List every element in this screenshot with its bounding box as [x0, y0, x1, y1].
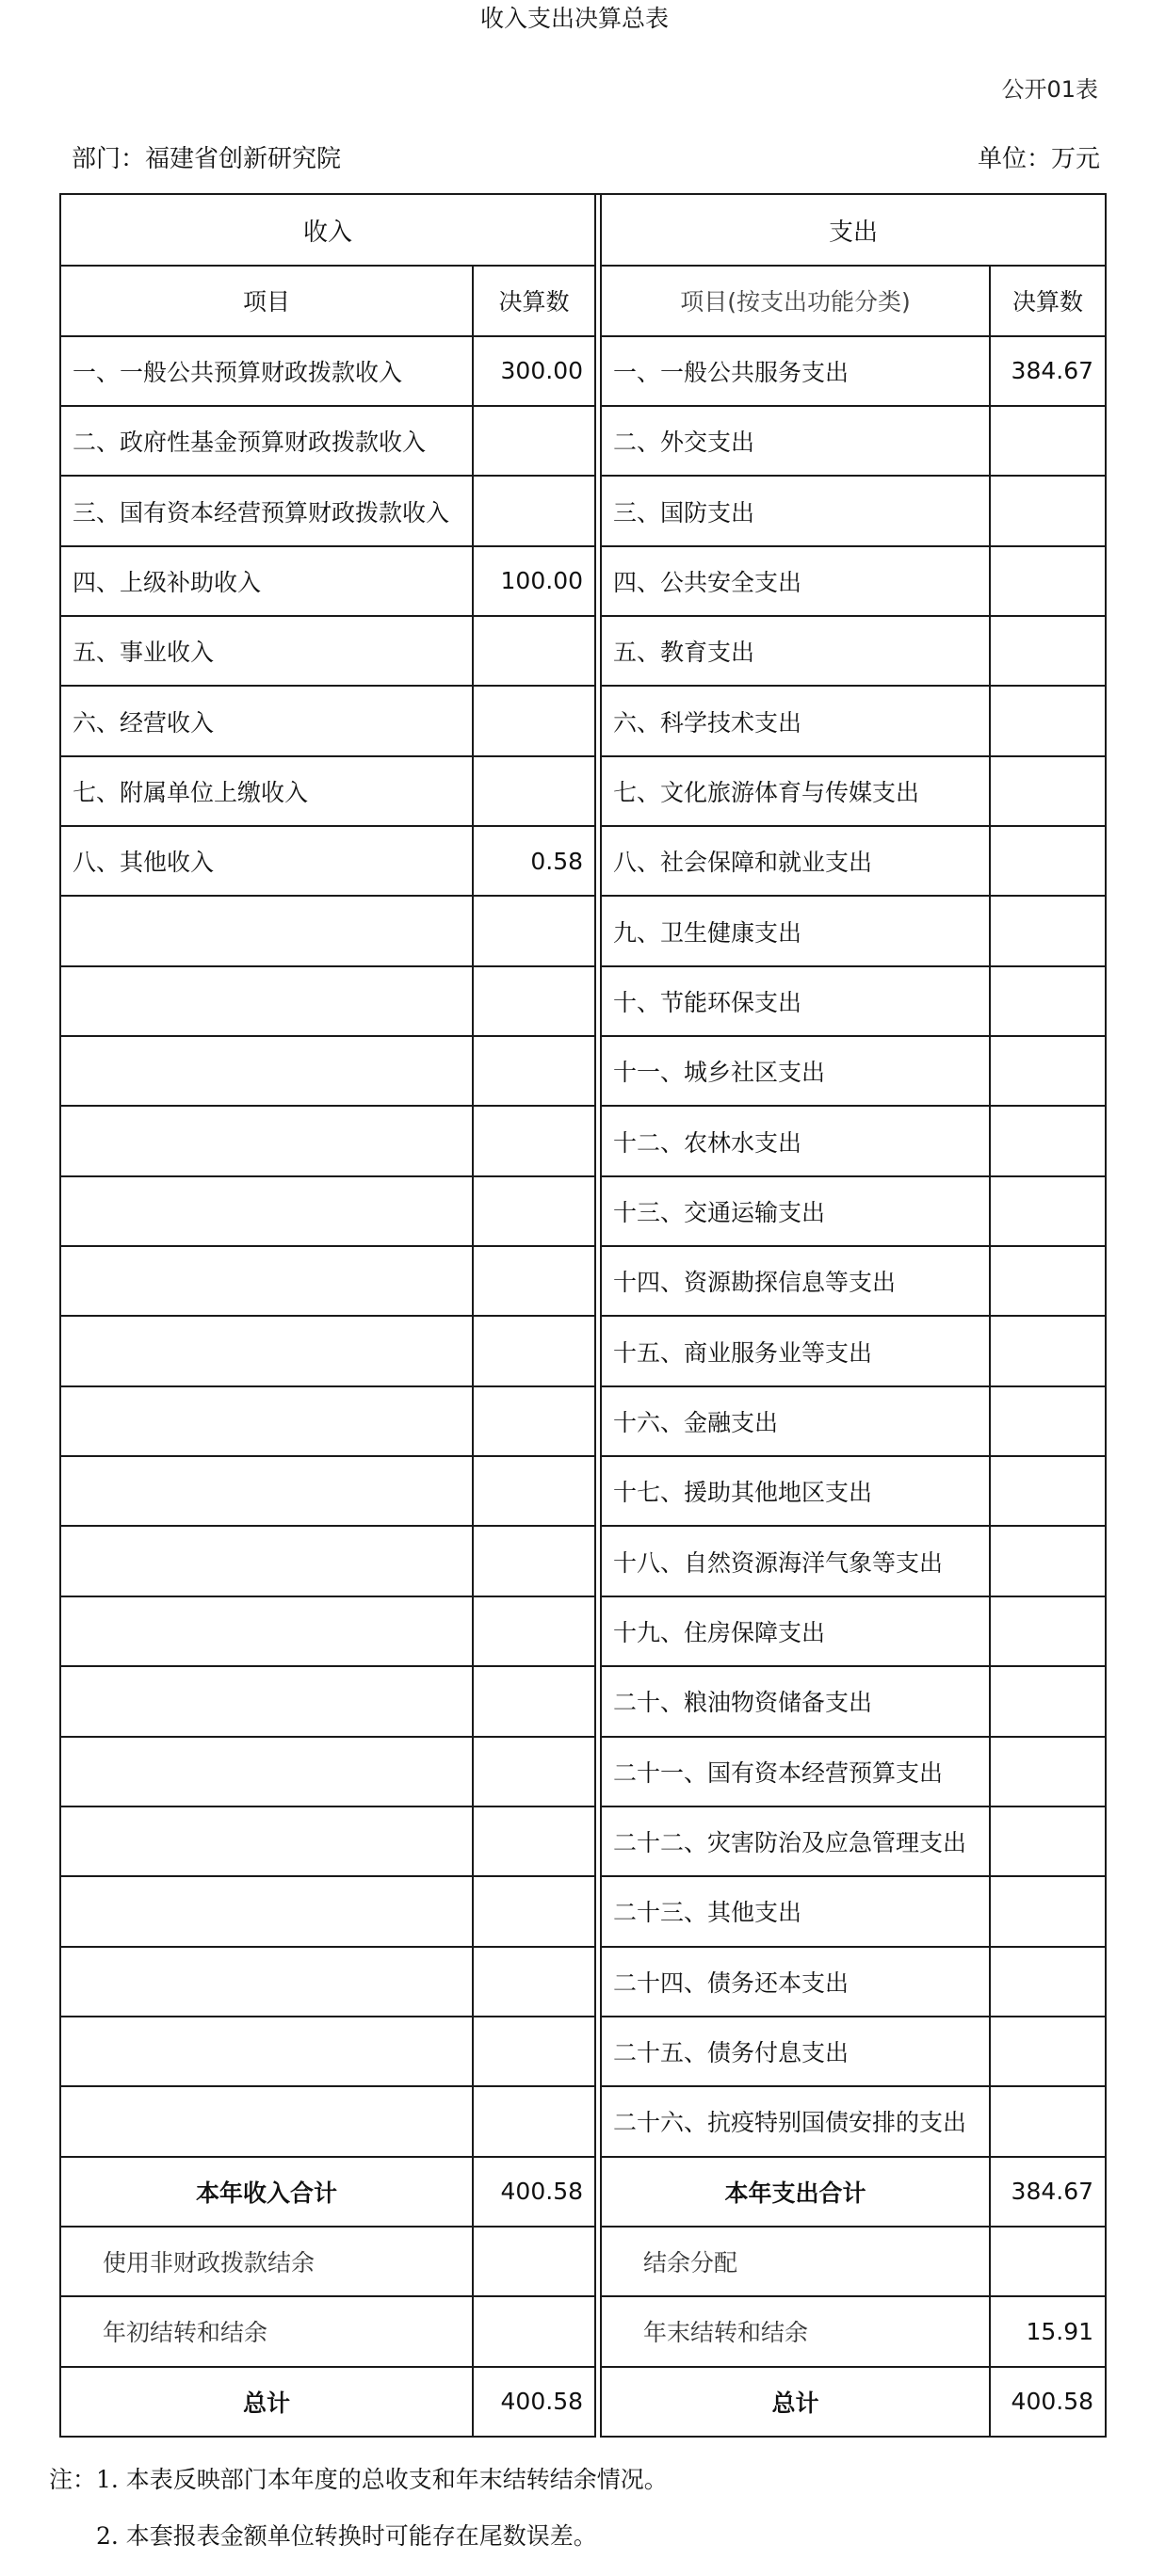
expense-item-header: 项目(按支出功能分类)	[601, 266, 990, 335]
income-item-label	[60, 1666, 473, 1736]
income-item-label	[60, 1036, 473, 1106]
income-item-label: 二、政府性基金预算财政拨款收入	[60, 406, 473, 476]
income-item-value	[473, 1316, 595, 1385]
note-1: 注：1. 本表反映部门本年度的总收支和年末结转结余情况。	[49, 2466, 668, 2493]
expense-item-label: 十二、农林水支出	[601, 1106, 990, 1175]
expense-header: 支出	[601, 194, 1106, 266]
income-item-label	[60, 2017, 473, 2086]
income-amount-header: 决算数	[473, 266, 595, 335]
grand-income-label: 总计	[60, 2367, 473, 2437]
income-item-value	[473, 1386, 595, 1456]
expense-item-value	[990, 616, 1106, 686]
expense-item-value	[990, 1246, 1106, 1316]
grand-income-value: 400.58	[473, 2367, 595, 2437]
table-row	[60, 1876, 1106, 1946]
income-item-label: 七、附属单位上缴收入	[60, 756, 473, 826]
income-item-value	[473, 1666, 595, 1736]
expense-item-value	[990, 1666, 1106, 1736]
expense-item-value	[990, 1806, 1106, 1876]
table-row	[60, 1456, 1106, 1526]
expense-item-label: 十五、商业服务业等支出	[601, 1316, 990, 1385]
expense-item-label: 一、一般公共服务支出	[601, 336, 990, 406]
income-item-label	[60, 1526, 473, 1596]
income-item-value: 100.00	[473, 546, 595, 616]
expense-item-value: 384.67	[990, 336, 1106, 406]
table-row	[60, 1106, 1106, 1175]
income-item-value	[473, 686, 595, 755]
expense-item-value	[990, 826, 1106, 896]
table-row	[60, 616, 1106, 686]
income-item-label	[60, 1947, 473, 2017]
income-item-value	[473, 2086, 595, 2156]
expense-item-label: 十四、资源勘探信息等支出	[601, 1246, 990, 1316]
expense-item-label: 二十二、灾害防治及应急管理支出	[601, 1806, 990, 1876]
income-item-value	[473, 896, 595, 965]
expense-item-label: 十六、金融支出	[601, 1386, 990, 1456]
expense-item-value	[990, 1316, 1106, 1385]
expense-item-value	[990, 756, 1106, 826]
table-row	[60, 1596, 1106, 1666]
table-row	[60, 2017, 1106, 2086]
table-row	[60, 1806, 1106, 1876]
expense-item-label: 二十、粮油物资储备支出	[601, 1666, 990, 1736]
income-item-value	[473, 476, 595, 545]
begin-carryover-value	[473, 2296, 595, 2366]
expense-item-value	[990, 1386, 1106, 1456]
income-header: 收入	[60, 194, 595, 266]
table-row	[60, 1947, 1106, 2017]
income-item-value	[473, 1596, 595, 1666]
table-row	[60, 1526, 1106, 1596]
expense-item-label: 二十三、其他支出	[601, 1876, 990, 1946]
expense-item-value	[990, 1036, 1106, 1106]
expense-item-label: 八、社会保障和就业支出	[601, 826, 990, 896]
expense-item-label: 十、节能环保支出	[601, 966, 990, 1036]
income-item-label: 三、国有资本经营预算财政拨款收入	[60, 476, 473, 545]
table-row	[60, 1176, 1106, 1246]
expense-item-value	[990, 406, 1106, 476]
table-row	[60, 2086, 1106, 2156]
income-item-value	[473, 1456, 595, 1526]
table-row	[60, 1737, 1106, 1806]
income-item-label	[60, 1596, 473, 1666]
expense-item-value	[990, 1596, 1106, 1666]
income-item-label: 一、一般公共预算财政拨款收入	[60, 336, 473, 406]
expense-item-label: 三、国防支出	[601, 476, 990, 545]
column-header-row	[60, 266, 1106, 335]
income-item-label	[60, 1246, 473, 1316]
unit-label: 单位：万元	[977, 145, 1100, 173]
expense-item-value	[990, 546, 1106, 616]
income-item-value	[473, 1036, 595, 1106]
end-carryover-label: 年末结转和结余	[601, 2296, 990, 2366]
income-item-value	[473, 1806, 595, 1876]
expense-item-label: 二十六、抗疫特别国债安排的支出	[601, 2086, 990, 2156]
table-row	[60, 476, 1106, 545]
expense-item-label: 四、公共安全支出	[601, 546, 990, 616]
expense-item-value	[990, 896, 1106, 965]
income-item-label	[60, 1876, 473, 1946]
expense-item-label: 十八、自然资源海洋气象等支出	[601, 1526, 990, 1596]
expense-item-label: 十一、城乡社区支出	[601, 1036, 990, 1106]
income-item-label	[60, 1176, 473, 1246]
section-header-row	[60, 194, 1106, 266]
income-item-header: 项目	[60, 266, 473, 335]
income-item-value: 300.00	[473, 336, 595, 406]
table-row	[60, 336, 1106, 406]
income-expense-table	[59, 193, 1107, 2438]
expense-item-value	[990, 2086, 1106, 2156]
expense-item-value	[990, 1947, 1106, 2017]
non-fiscal-value	[473, 2227, 595, 2296]
income-item-value	[473, 1176, 595, 1246]
expense-year-total-label: 本年支出合计	[601, 2157, 990, 2227]
expense-item-value	[990, 1456, 1106, 1526]
expense-item-value	[990, 966, 1106, 1036]
income-item-value	[473, 1526, 595, 1596]
table-row	[60, 1246, 1106, 1316]
expense-item-value	[990, 1876, 1106, 1946]
income-item-value	[473, 1947, 595, 2017]
income-item-label	[60, 1316, 473, 1385]
expense-item-label: 二十一、国有资本经营预算支出	[601, 1737, 990, 1806]
income-item-label	[60, 1737, 473, 1806]
income-item-label	[60, 966, 473, 1036]
income-item-label: 五、事业收入	[60, 616, 473, 686]
expense-amount-header: 决算数	[990, 266, 1106, 335]
expense-item-label: 十七、援助其他地区支出	[601, 1456, 990, 1526]
income-item-value	[473, 756, 595, 826]
table-code: 公开01表	[1001, 76, 1098, 103]
income-item-label	[60, 1456, 473, 1526]
income-item-value	[473, 1876, 595, 1946]
expense-item-label: 十三、交通运输支出	[601, 1176, 990, 1246]
department-label: 部门：福建省创新研究院	[72, 145, 342, 173]
income-item-label	[60, 1106, 473, 1175]
expense-item-value	[990, 686, 1106, 755]
table-row	[60, 546, 1106, 616]
income-item-value	[473, 616, 595, 686]
income-item-label	[60, 1386, 473, 1456]
end-carryover-value: 15.91	[990, 2296, 1106, 2366]
year-total-row	[60, 2157, 1106, 2227]
non-fiscal-row	[60, 2227, 1106, 2296]
income-item-value: 0.58	[473, 826, 595, 896]
note-2: 2. 本套报表金额单位转换时可能存在尾数误差。	[96, 2522, 597, 2550]
expense-item-value	[990, 2017, 1106, 2086]
income-item-label: 四、上级补助收入	[60, 546, 473, 616]
surplus-distribution-value	[990, 2227, 1106, 2296]
income-item-label: 六、经营收入	[60, 686, 473, 755]
page-title: 收入支出决算总表	[479, 5, 669, 32]
expense-item-label: 九、卫生健康支出	[601, 896, 990, 965]
income-item-value	[473, 1737, 595, 1806]
expense-item-value	[990, 1526, 1106, 1596]
expense-item-label: 二、外交支出	[601, 406, 990, 476]
expense-item-value	[990, 1737, 1106, 1806]
table-row	[60, 966, 1106, 1036]
table-row	[60, 896, 1106, 965]
expense-item-label: 五、教育支出	[601, 616, 990, 686]
expense-item-label: 六、科学技术支出	[601, 686, 990, 755]
expense-year-total-value: 384.67	[990, 2157, 1106, 2227]
begin-carryover-label: 年初结转和结余	[60, 2296, 473, 2366]
grand-total-row	[60, 2367, 1106, 2437]
expense-item-label: 二十四、债务还本支出	[601, 1947, 990, 2017]
income-item-label: 八、其他收入	[60, 826, 473, 896]
table-row	[60, 686, 1106, 755]
table-row	[60, 1036, 1106, 1106]
income-item-value	[473, 966, 595, 1036]
expense-item-label: 二十五、债务付息支出	[601, 2017, 990, 2086]
income-item-label	[60, 2086, 473, 2156]
table-row	[60, 1666, 1106, 1736]
income-year-total-label: 本年收入合计	[60, 2157, 473, 2227]
expense-item-value	[990, 1176, 1106, 1246]
income-item-label	[60, 896, 473, 965]
expense-item-value	[990, 476, 1106, 545]
grand-expense-label: 总计	[601, 2367, 990, 2437]
expense-item-label: 七、文化旅游体育与传媒支出	[601, 756, 990, 826]
income-item-value	[473, 406, 595, 476]
income-item-value	[473, 1106, 595, 1175]
table-row	[60, 756, 1106, 826]
non-fiscal-label: 使用非财政拨款结余	[60, 2227, 473, 2296]
expense-item-value	[990, 1106, 1106, 1175]
income-item-value	[473, 1246, 595, 1316]
income-item-value	[473, 2017, 595, 2086]
table-row	[60, 1386, 1106, 1456]
table-row	[60, 826, 1106, 896]
income-year-total-value: 400.58	[473, 2157, 595, 2227]
carryover-row	[60, 2296, 1106, 2366]
table-row	[60, 1316, 1106, 1385]
table-row	[60, 406, 1106, 476]
grand-expense-value: 400.58	[990, 2367, 1106, 2437]
surplus-distribution-label: 结余分配	[601, 2227, 990, 2296]
income-item-label	[60, 1806, 473, 1876]
expense-item-label: 十九、住房保障支出	[601, 1596, 990, 1666]
